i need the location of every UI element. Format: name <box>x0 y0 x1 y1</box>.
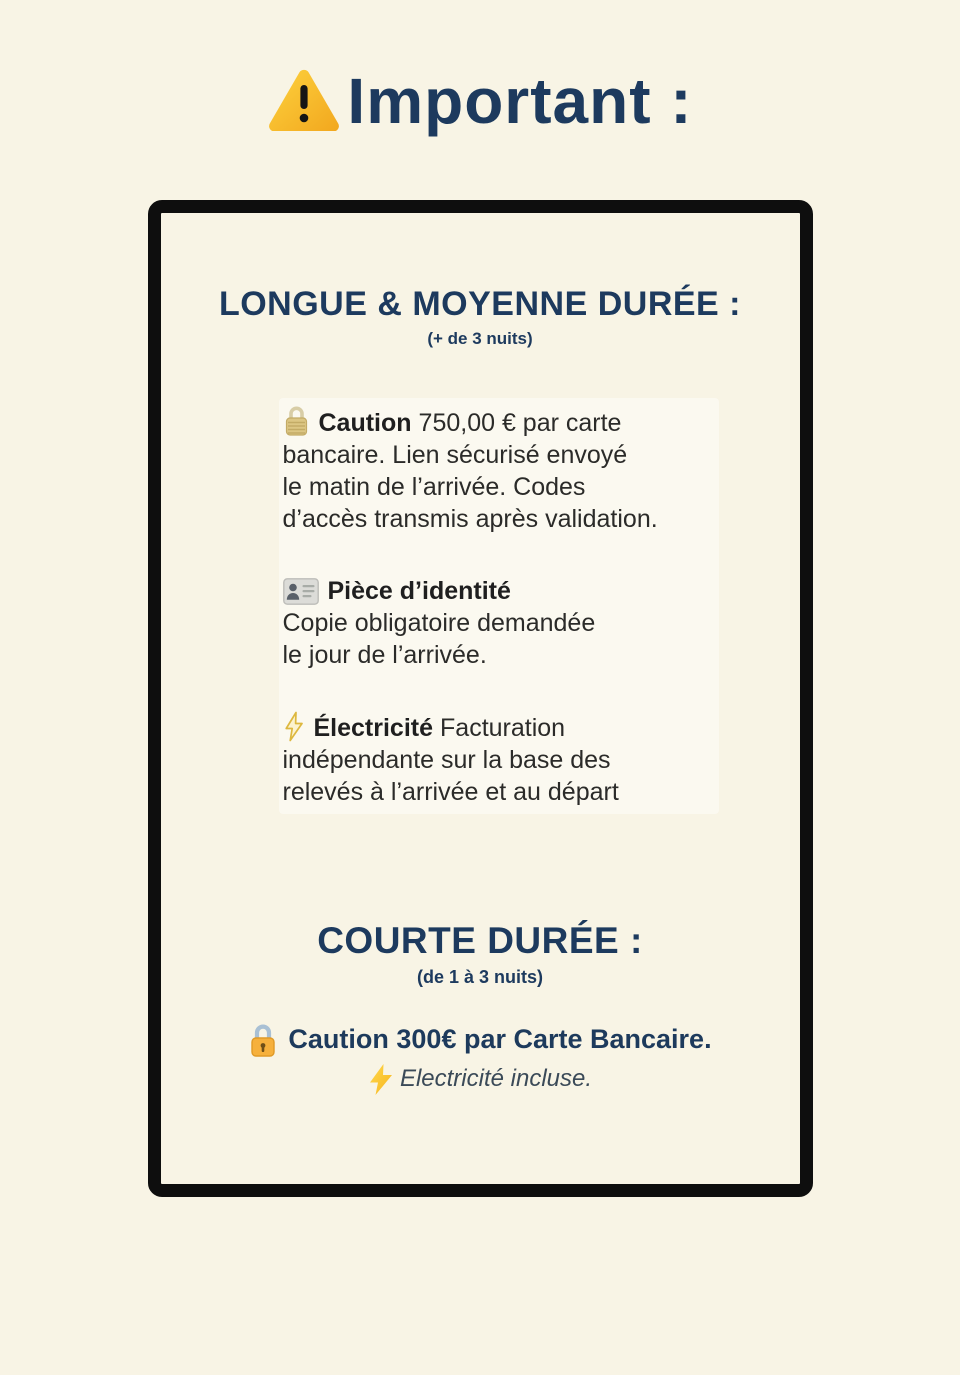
short-stay-subheading: (de 1 à 3 nuits) <box>416 966 544 987</box>
long-stay-heading: LONGUE & MOYENNE DURÉE : <box>218 285 742 324</box>
bullet-text: Facturation <box>440 713 566 742</box>
bullet-text: 750,00 € par carte <box>418 408 622 437</box>
bullet-line: bancaire. Lien sécurisé envoyé <box>282 440 628 469</box>
page-title: Important : <box>347 65 693 137</box>
short-stay-caution-line <box>161 1022 800 1057</box>
long-stay-subheading: (+ de 3 nuits) <box>427 329 533 349</box>
long-stay-bullets <box>279 398 719 814</box>
bullet-lead: Pièce d’identité <box>327 576 511 605</box>
bullet-line <box>283 711 715 744</box>
padlock-icon <box>283 409 319 437</box>
lock-closed-icon <box>248 1024 288 1054</box>
warning-icon <box>267 67 341 136</box>
bullet-line: le matin de l’arrivée. Codes <box>282 472 586 501</box>
bullet-line: relevés à l’arrivée et au départ <box>282 777 619 806</box>
bullet-electricity <box>283 711 715 808</box>
bullet-identity <box>283 575 715 671</box>
lightning-solid-icon <box>368 1065 400 1092</box>
bullet-line: Copie obligatoire demandée <box>282 608 596 637</box>
info-card <box>148 200 813 1197</box>
bullet-line: d’accès transmis après validation. <box>282 504 658 533</box>
short-stay-heading: COURTE DURÉE : <box>317 919 643 961</box>
bullet-line: indépendante sur la base des <box>282 745 611 774</box>
bullet-lead: Caution <box>318 408 412 437</box>
electricity-text: Electricité incluse. <box>399 1065 593 1093</box>
lightning-outline-icon <box>283 714 314 742</box>
id-card-icon <box>283 577 328 605</box>
bullet-caution <box>283 404 715 535</box>
bullet-line: le jour de l’arrivée. <box>282 640 487 669</box>
bullet-line <box>283 404 715 439</box>
page-title-row <box>0 0 960 136</box>
bullet-line <box>283 575 715 607</box>
short-stay-electricity-line <box>161 1063 800 1096</box>
caution-text: Caution 300€ par Carte Bancaire. <box>288 1024 712 1055</box>
bullet-lead: Électricité <box>313 713 434 742</box>
